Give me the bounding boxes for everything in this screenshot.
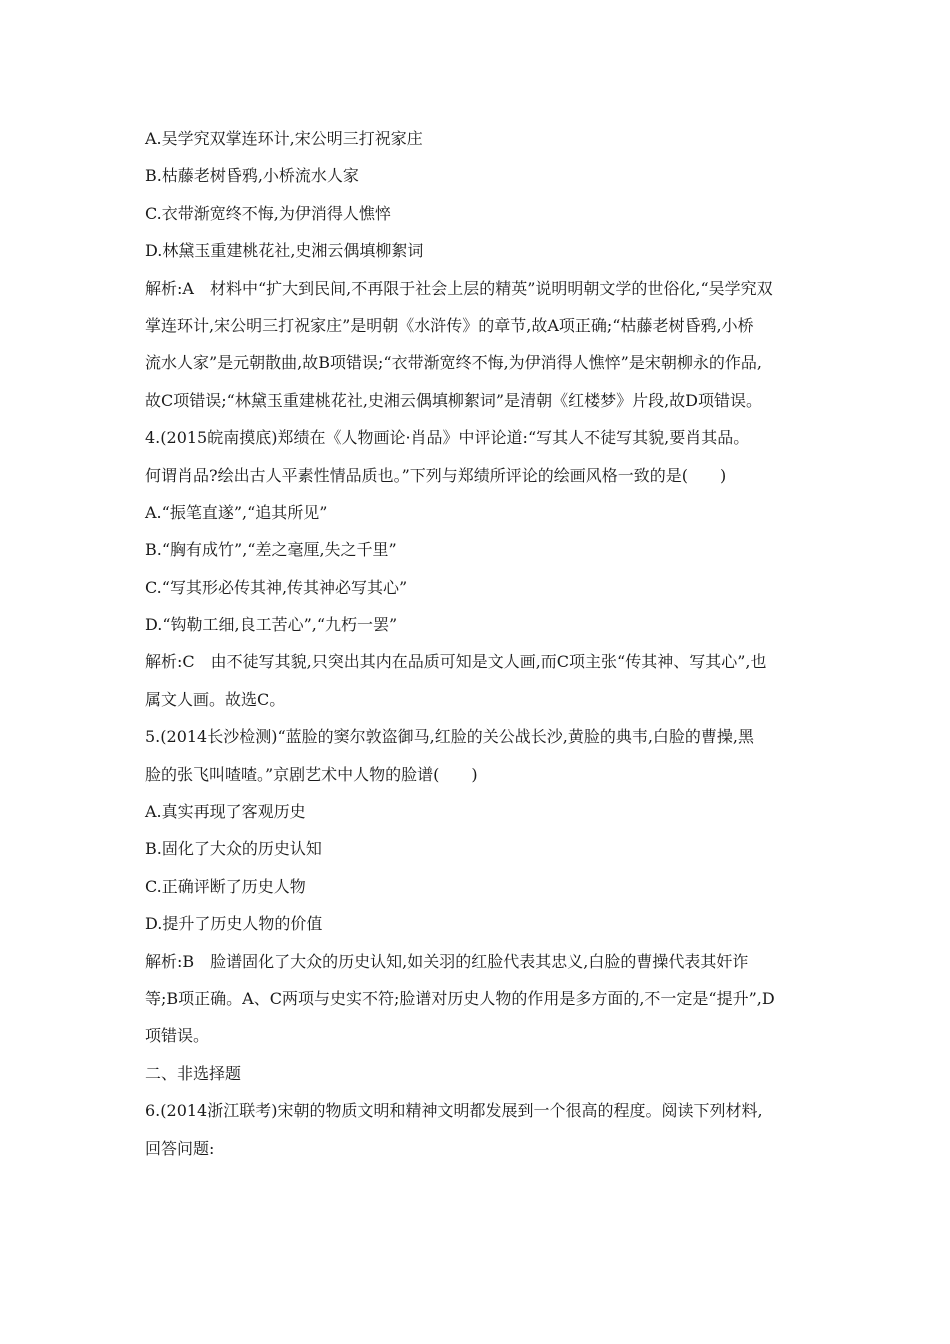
q3-analysis-line: 解析:A 材料中“扩大到民间,不再限于社会上层的精英”说明明朝文学的世俗化,“吴学究双 — [145, 278, 773, 298]
q4-stem-line: 何谓肖品?绘出古人平素性情品质也。”下列与郑绩所评论的绘画风格一致的是( ) — [145, 465, 727, 485]
q3-option-c: C.衣带渐宽终不悔,为伊消得人憔悴 — [145, 203, 391, 223]
q3-option-a: A.吴学究双掌连环计,宋公明三打祝家庄 — [145, 129, 423, 148]
q5-option-a: A.真实再现了客观历史 — [145, 802, 306, 822]
q3-analysis-line: 流水人家”是元朝散曲,故B项错误;“衣带渐宽终不悔,为伊消得人憔悴”是宋朝柳永的作品, — [145, 353, 762, 373]
q4-analysis-line: 解析:C 由不徒写其貌,只突出其内在品质可知是文人画,而C项主张“传其神、写其心”,也 — [145, 652, 767, 672]
q3-analysis-line: 故C项错误;“林黛玉重建桃花社,史湘云偶填柳絮词”是清朝《红楼梦》片段,故D项错误。 — [145, 390, 762, 410]
q3-analysis-line: 掌连环计,宋公明三打祝家庄”是明朝《水浒传》的章节,故A项正确;“枯藤老树昏鸦,小桥 — [145, 315, 754, 335]
q5-option-b: B.固化了大众的历史认知 — [145, 839, 322, 859]
q5-option-d: D.提升了历史人物的价值 — [145, 914, 323, 934]
q6-stem-line: 回答问题: — [145, 1138, 215, 1158]
q4-analysis-line: 属文人画。故选C。 — [145, 689, 286, 709]
q4-option-b: B.“胸有成竹”,“差之毫厘,失之千里” — [145, 540, 397, 560]
q4-option-a: A.“振笔直遂”,“追其所见” — [145, 502, 328, 522]
q5-analysis-line: 项错误。 — [145, 1026, 210, 1046]
q5-analysis-line: 解析:B 脸谱固化了大众的历史认知,如关羽的红脸代表其忠义,白脸的曹操代表其奸诈 — [145, 951, 749, 971]
q6-stem-line: 6.(2014浙江联考)宋朝的物质文明和精神文明都发展到一个很高的程度。阅读下列材料, — [145, 1101, 763, 1121]
q5-analysis-line: 等;B项正确。A、C两项与史实不符;脸谱对历史人物的作用是多方面的,不一定是“提升”,D — [145, 988, 775, 1008]
q5-stem-line: 脸的张飞叫喳喳。”京剧艺术中人物的脸谱( ) — [145, 764, 478, 784]
q4-option-d: D.“钩勒工细,良工苦心”,“九朽一罢” — [145, 615, 398, 635]
q3-option-d: D.林黛玉重建桃花社,史湘云偶填柳絮词 — [145, 241, 424, 261]
document-page — [145, 120, 810, 1167]
q4-option-c: C.“写其形必传其神,传其神必写其心” — [145, 577, 408, 597]
q3-option-b: B.枯藤老树昏鸦,小桥流水人家 — [145, 166, 359, 186]
section-heading: 二、非选择题 — [145, 1063, 242, 1083]
q5-option-c: C.正确评断了历史人物 — [145, 876, 306, 896]
q4-stem-line: 4.(2015皖南摸底)郑绩在《人物画论·肖品》中评论道:“写其人不徒写其貌,要肖其品。 — [145, 428, 750, 448]
q5-stem-line: 5.(2014长沙检测)“蓝脸的窦尔敦盗御马,红脸的关公战长沙,黄脸的典韦,白脸的曹操,黑 — [145, 727, 754, 747]
